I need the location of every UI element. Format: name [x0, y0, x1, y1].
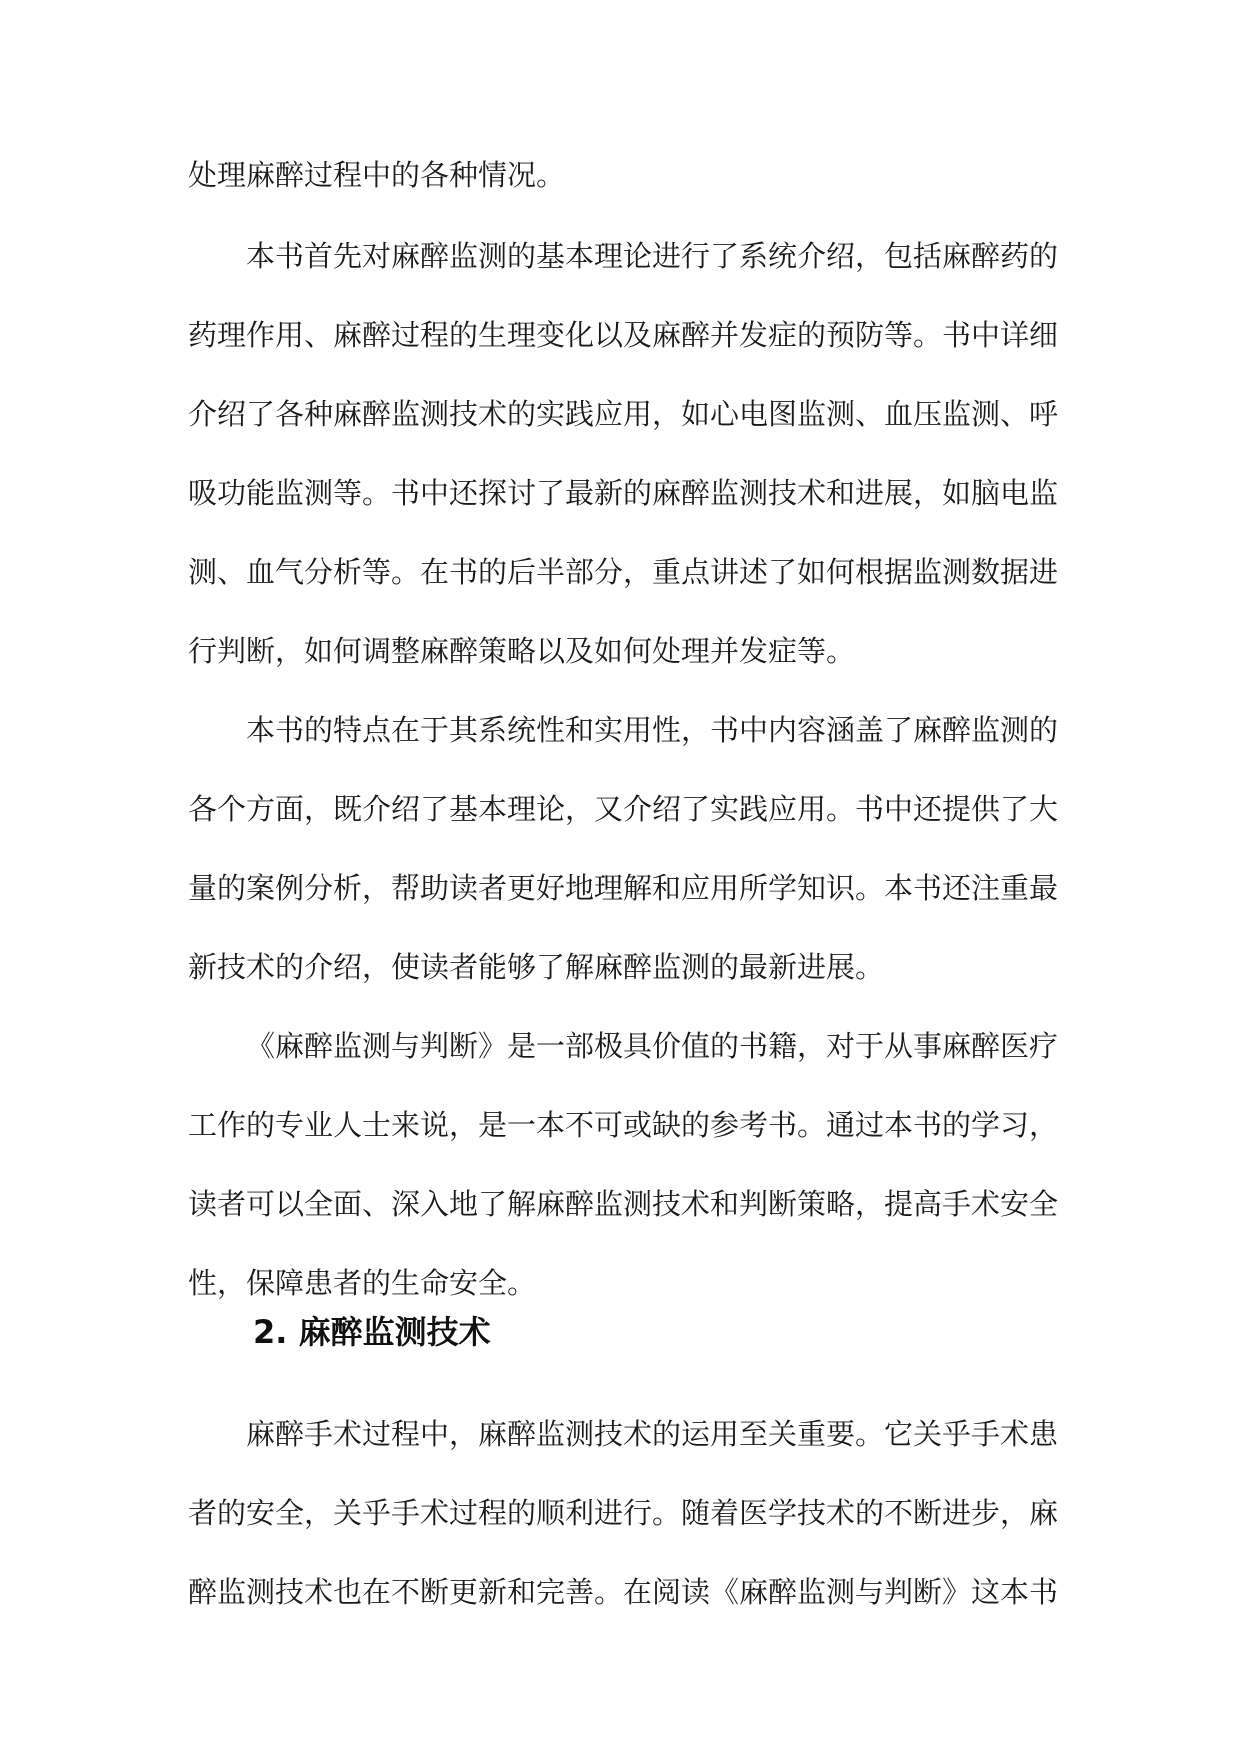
text-line: 本书的特点在于其系统性和实用性，书中内容涵盖了麻醉监测的: [246, 713, 1059, 747]
text-line: 测、血气分析等。在书的后半部分，重点讲述了如何根据监测数据进: [188, 555, 1059, 589]
text-line: 处理麻醉过程中的各种情况。: [188, 158, 566, 192]
text-line: 麻醉手术过程中，麻醉监测技术的运用至关重要。它关乎手术患: [246, 1417, 1059, 1451]
text-line: 量的案例分析，帮助读者更好地理解和应用所学知识。本书还注重最: [188, 871, 1059, 905]
text-line: 新技术的介绍，使读者能够了解麻醉监测的最新进展。: [188, 950, 885, 984]
text-line: 吸功能监测等。书中还探讨了最新的麻醉监测技术和进展，如脑电监: [188, 476, 1059, 510]
text-line: 本书首先对麻醉监测的基本理论进行了系统介绍，包括麻醉药的: [246, 239, 1059, 273]
text-line: 行判断，如何调整麻醉策略以及如何处理并发症等。: [188, 634, 856, 668]
text-line: 工作的专业人士来说，是一本不可或缺的参考书。通过本书的学习，: [188, 1108, 1059, 1142]
text-line: 介绍了各种麻醉监测技术的实践应用，如心电图监测、血压监测、呼: [188, 397, 1059, 431]
text-line: 性，保障患者的生命安全。: [188, 1266, 537, 1300]
text-line: 《麻醉监测与判断》是一部极具价值的书籍，对于从事麻醉医疗: [246, 1029, 1059, 1063]
text-line: 各个方面，既介绍了基本理论，又介绍了实践应用。书中还提供了大: [188, 792, 1059, 826]
text-line: 药理作用、麻醉过程的生理变化以及麻醉并发症的预防等。书中详细: [188, 318, 1059, 352]
text-line: 读者可以全面、深入地了解麻醉监测技术和判断策略，提高手术安全: [188, 1187, 1059, 1221]
section-heading: 2. 麻醉监测技术: [253, 1313, 491, 1351]
text-line: 者的安全，关乎手术过程的顺利进行。随着医学技术的不断进步，麻: [188, 1496, 1059, 1530]
text-line: 醉监测技术也在不断更新和完善。在阅读《麻醉监测与判断》这本书: [188, 1575, 1059, 1609]
